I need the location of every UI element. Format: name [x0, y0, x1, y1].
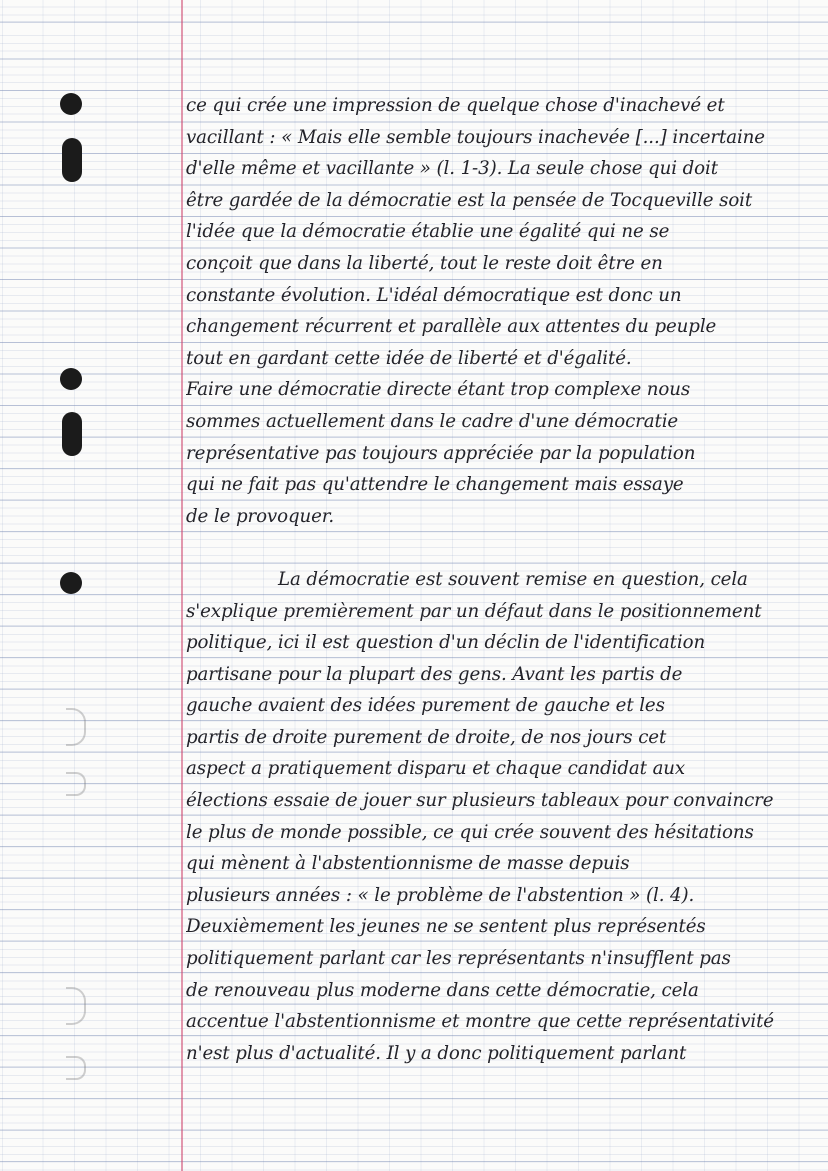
binder-hole-shadow — [66, 708, 86, 746]
text-line: représentative pas toujours appréciée par la population — [186, 442, 696, 464]
handwritten-text — [186, 90, 798, 1069]
text-line: plusieurs années : « le problème de l'abstention » (l. 4). — [186, 884, 695, 906]
text-line: changement récurrent et parallèle aux attentes du peuple — [186, 316, 717, 338]
paragraph-2 — [186, 564, 798, 1070]
text-line: sommes actuellement dans le cadre d'une démocratie — [186, 410, 679, 432]
binder-hole-shadow — [66, 1056, 86, 1080]
text-line: constante évolution. L'idéal démocratique est donc un — [186, 284, 682, 306]
text-line: partisane pour la plupart des gens. Avant les partis de — [186, 663, 683, 685]
text-line: La démocratie est souvent remise en question, cela — [278, 568, 748, 590]
text-line: qui mènent à l'abstentionnisme de masse depuis — [186, 853, 630, 875]
text-line: d'elle même et vacillante » (l. 1-3). La seule chose qui doit — [186, 158, 718, 180]
text-line: l'idée que la démocratie établie une égalité qui ne se — [186, 221, 670, 243]
text-line: de renouveau plus moderne dans cette démocratie, cela — [186, 979, 699, 1001]
text-line: s'explique premièrement par un défaut dans le positionnement — [186, 600, 762, 622]
binder-hole — [62, 412, 82, 456]
paragraph-1 — [186, 90, 798, 532]
binder-hole-shadow — [66, 987, 86, 1025]
paragraph-gap — [186, 532, 798, 564]
text-line: le plus de monde possible, ce qui crée souvent des hésitations — [186, 821, 754, 843]
text-line: être gardée de la démocratie est la pensée de Tocqueville soit — [186, 189, 753, 211]
binder-hole — [60, 93, 82, 115]
text-line: Deuxièmement les jeunes ne se sentent plus représentés — [186, 916, 706, 938]
text-line: accentue l'abstentionnisme et montre que cette représentativité — [186, 1011, 774, 1033]
text-line: Faire une démocratie directe étant trop complexe nous — [186, 379, 691, 401]
text-line: conçoit que dans la liberté, tout le reste doit être en — [186, 252, 663, 274]
margin-line — [181, 0, 183, 1171]
text-line: qui ne fait pas qu'attendre le changement mais essaye — [186, 474, 684, 496]
binder-hole — [62, 138, 82, 182]
text-line: tout en gardant cette idée de liberté et d'égalité. — [186, 347, 632, 369]
text-line: politique, ici il est question d'un déclin de l'identification — [186, 632, 706, 654]
text-line: aspect a pratiquement disparu et chaque candidat aux — [186, 758, 686, 780]
text-line: gauche avaient des idées purement de gauche et les — [186, 695, 665, 717]
binder-hole-shadow — [66, 772, 86, 796]
text-line: politiquement parlant car les représentants n'insufflent pas — [186, 948, 731, 970]
text-line: ce qui crée une impression de quelque chose d'inachevé et — [186, 95, 725, 116]
text-line: élections essaie de jouer sur plusieurs tableaux pour convaincre — [186, 790, 774, 812]
text-line: partis de droite purement de droite, de nos jours cet — [186, 726, 667, 748]
text-line: de le provoquer. — [186, 505, 335, 527]
binder-hole — [60, 572, 82, 594]
text-line: vacillant : « Mais elle semble toujours inachevée [...] incertaine — [186, 126, 765, 148]
binder-hole — [60, 368, 82, 390]
text-line: n'est plus d'actualité. Il y a donc politiquement parlant — [186, 1042, 687, 1064]
